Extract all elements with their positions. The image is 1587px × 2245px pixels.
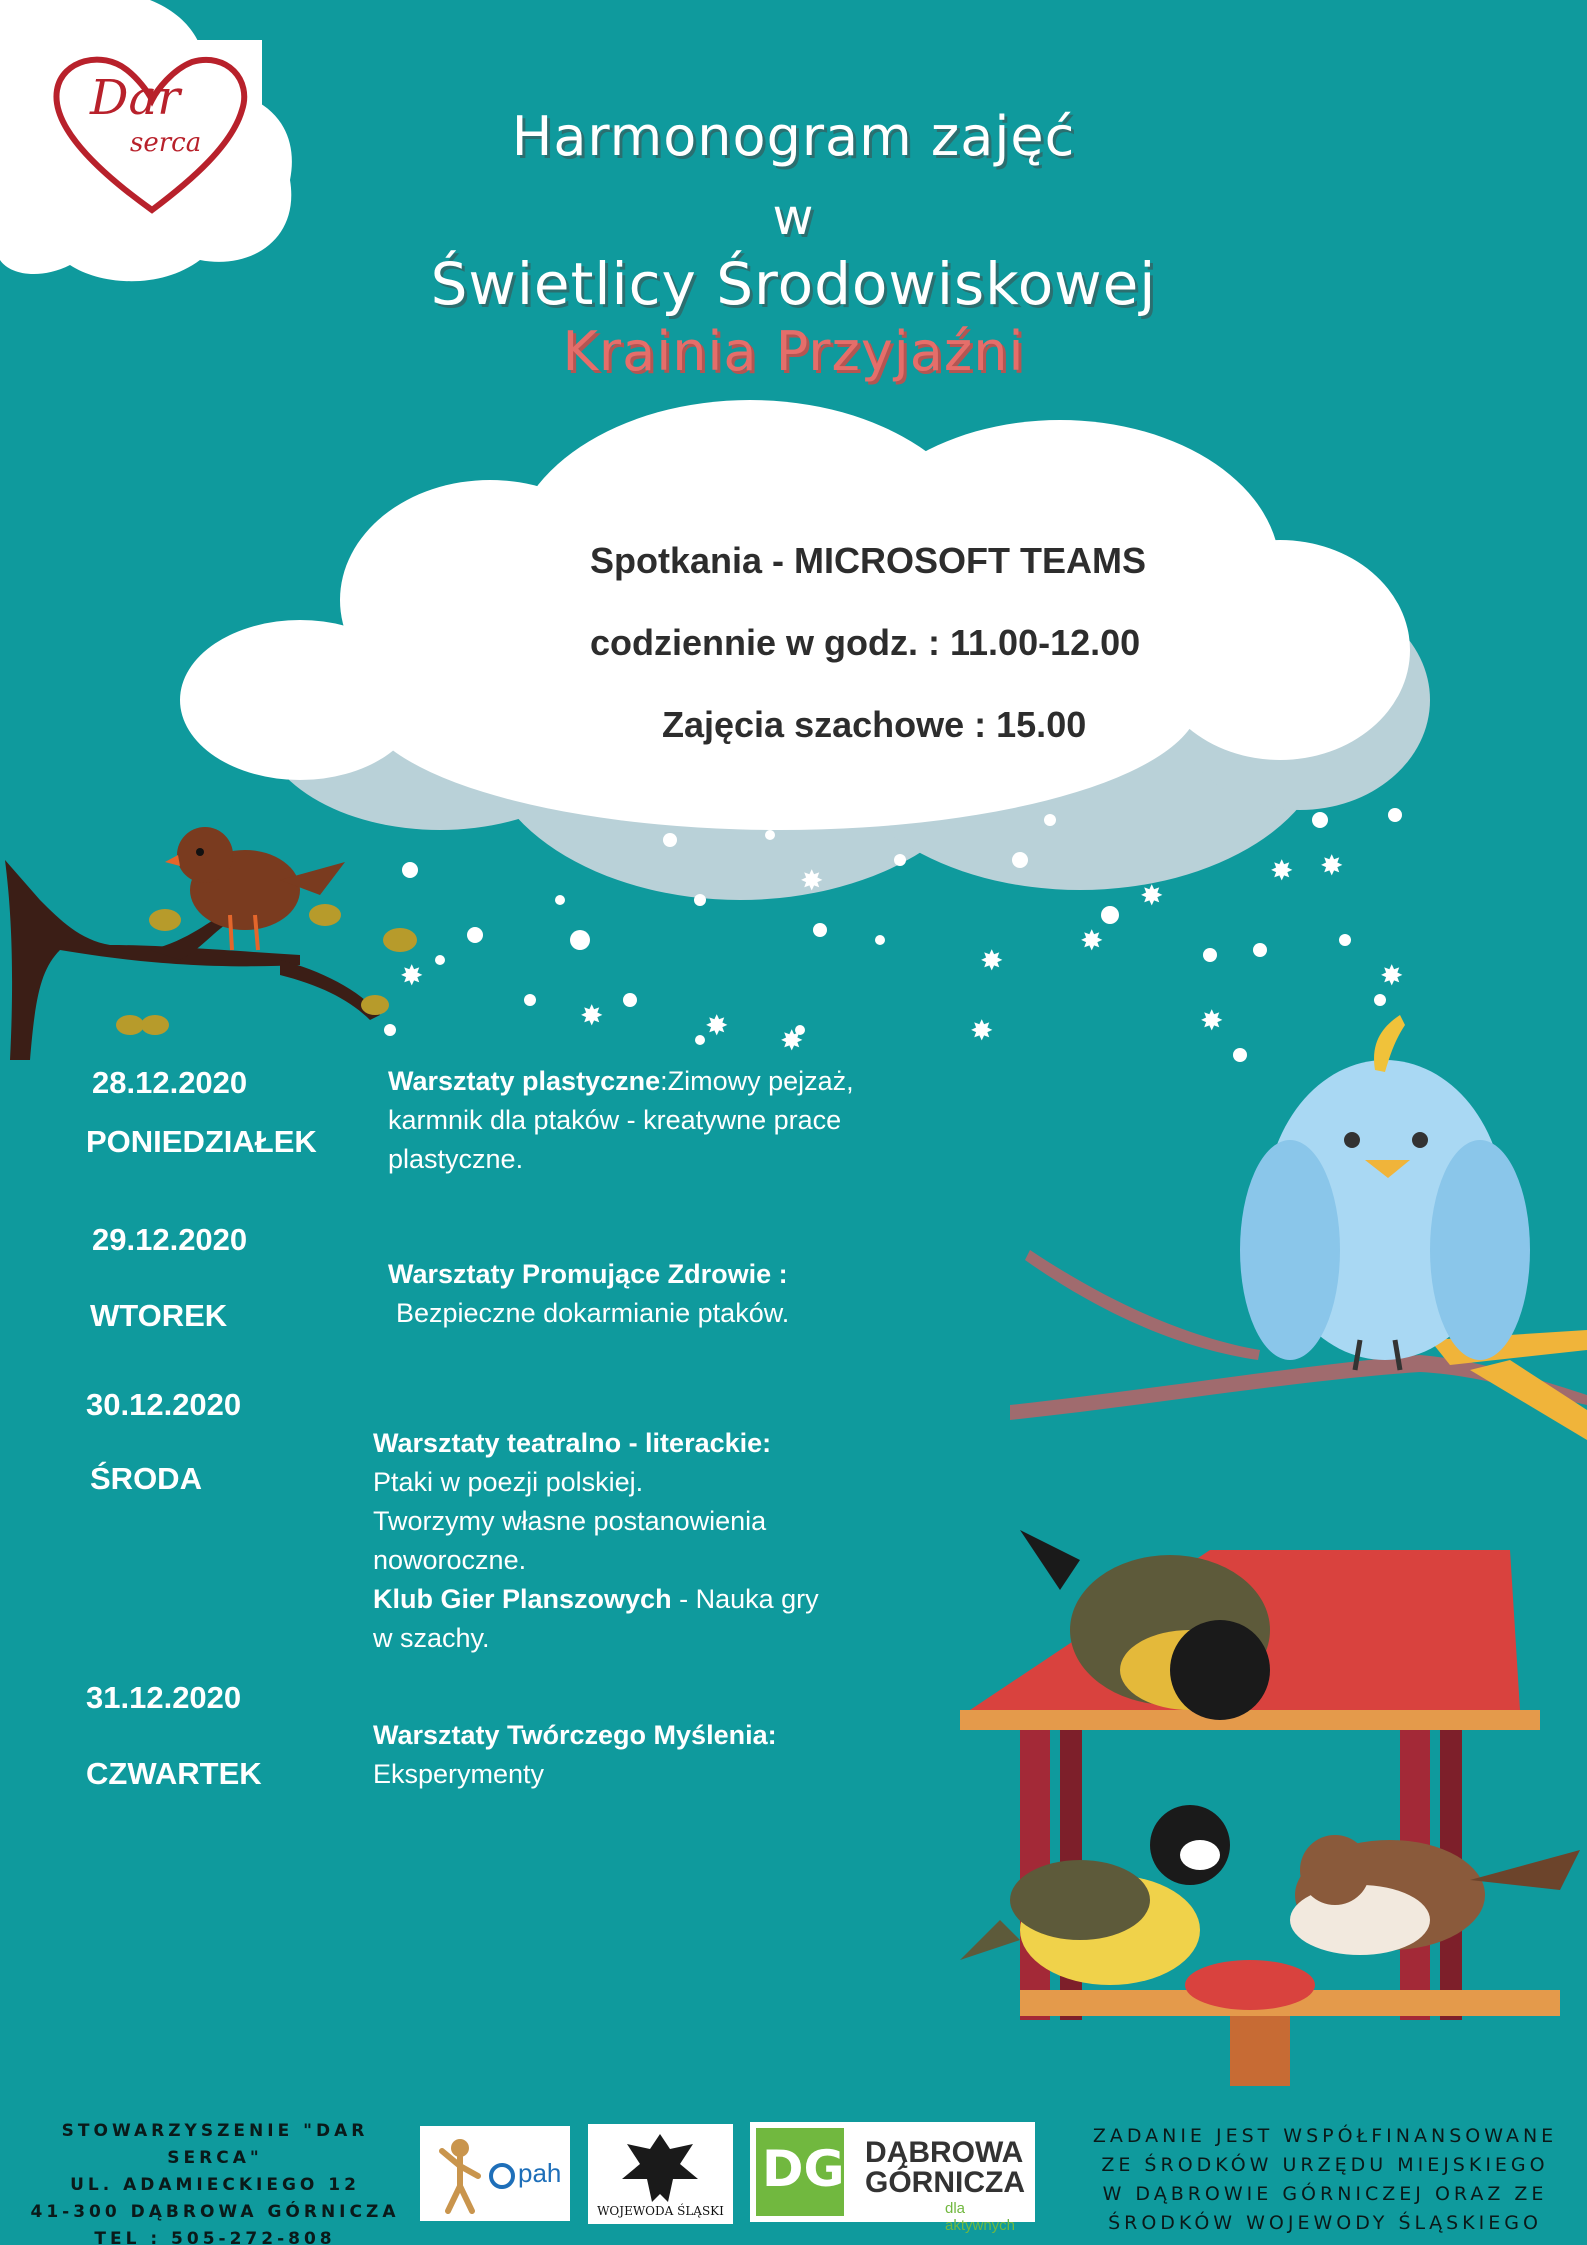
schedule-date-2: 29.12.2020 bbox=[92, 1222, 248, 1257]
title-line-4: Krainia Przyjaźni bbox=[562, 320, 1025, 383]
schedule-text-3b: Tworzymy własne postanowienia noworoczne. bbox=[373, 1506, 767, 1575]
schedule-text-3c: - Nauka gry w szachy. bbox=[373, 1584, 819, 1653]
pah-logo bbox=[420, 2126, 570, 2221]
dabrowa-gornicza-logo bbox=[750, 2122, 1035, 2234]
svg-text:✸: ✸ bbox=[1380, 959, 1404, 992]
svg-text:✸: ✸ bbox=[970, 1014, 994, 1047]
pah-logo-text: pah bbox=[518, 2158, 562, 2188]
schedule-title-4: Warsztaty Twórczego Myślenia: bbox=[373, 1720, 777, 1750]
org-street: UL. ADAMIECKIEGO 12 bbox=[70, 2175, 360, 2195]
dg-logo-initials: DG bbox=[762, 2140, 845, 2198]
svg-text:✸: ✸ bbox=[980, 944, 1004, 977]
schedule-date-4: 31.12.2020 bbox=[86, 1680, 242, 1715]
schedule-day-3: ŚRODA bbox=[90, 1461, 202, 1496]
svg-text:✸: ✸ bbox=[705, 1009, 729, 1042]
cloud-line-2: codziennie w godz. : 11.00-12.00 bbox=[590, 622, 1141, 663]
org-phone: TEL : 505-272-808 bbox=[94, 2229, 336, 2245]
org-name: STOWARZYSZENIE "DAR SERCA" bbox=[61, 2121, 369, 2168]
schedule-title-1: Warsztaty plastyczne bbox=[388, 1066, 661, 1096]
dg-logo-line2: GÓRNICZA bbox=[865, 2166, 1025, 2199]
svg-text:✸: ✸ bbox=[1140, 879, 1164, 912]
svg-text:✸: ✸ bbox=[800, 864, 824, 897]
schedule-text-1: :Zimowy pejzaż, karmnik dla ptaków - kreatywne prace plastyczne. bbox=[388, 1066, 854, 1174]
wojewoda-slaski-logo bbox=[588, 2124, 733, 2224]
funding-line-2: ZE ŚRODKÓW URZĘDU MIEJSKIEGO bbox=[1101, 2154, 1549, 2176]
schedule-date-1: 28.12.2020 bbox=[92, 1065, 248, 1100]
bird-feeder bbox=[960, 1520, 1580, 2090]
schedule-desc-1 bbox=[388, 1062, 888, 1179]
svg-text:✸: ✸ bbox=[1080, 924, 1104, 957]
funding-line-3: W DĄBROWIE GÓRNICZEJ ORAZ ZE bbox=[1102, 2183, 1548, 2205]
wojewoda-logo-text: WOJEWODA ŚLĄSKI bbox=[597, 2204, 724, 2218]
title-line-2: w bbox=[772, 188, 815, 246]
schedule-title-3: Warsztaty teatralno - literackie: bbox=[373, 1428, 772, 1458]
schedule-desc-4 bbox=[373, 1716, 833, 1794]
funding-line-1: ZADANIE JEST WSPÓŁFINANSOWANE bbox=[1092, 2125, 1558, 2147]
svg-text:✸: ✸ bbox=[580, 999, 604, 1032]
schedule-text-3: Ptaki w poezji polskiej. bbox=[373, 1467, 644, 1497]
schedule-title-3b: Klub Gier Planszowych bbox=[373, 1584, 672, 1614]
blue-bird-on-branch bbox=[1000, 1010, 1587, 1450]
funding-line-4: ŚRODKÓW WOJEWODY ŚLĄSKIEGO bbox=[1108, 2212, 1542, 2234]
logo-text-serca: serca bbox=[130, 128, 202, 158]
cloud-line-1: Spotkania - MICROSOFT TEAMS bbox=[590, 540, 1147, 581]
org-city: 41-300 DĄBROWA GÓRNICZA bbox=[30, 2202, 400, 2222]
dg-logo-line1: DĄBROWA bbox=[865, 2136, 1024, 2169]
schedule-desc-3 bbox=[373, 1424, 833, 1658]
title-line-3: Świetlicy Środowiskowej bbox=[430, 250, 1157, 318]
schedule-desc-2 bbox=[388, 1255, 908, 1333]
svg-text:✸: ✸ bbox=[1320, 849, 1344, 882]
schedule-day-4: CZWARTEK bbox=[86, 1756, 262, 1791]
schedule-day-2: WTOREK bbox=[90, 1298, 228, 1333]
schedule-day-1: PONIEDZIAŁEK bbox=[86, 1124, 317, 1159]
svg-text:✸: ✸ bbox=[780, 1024, 804, 1057]
funding-note bbox=[1065, 2122, 1585, 2238]
organization-address bbox=[20, 2118, 410, 2245]
svg-text:✸: ✸ bbox=[400, 959, 424, 992]
schedule-title-2: Warsztaty Promujące Zdrowie : bbox=[388, 1259, 788, 1289]
branch-with-brown-bird bbox=[0, 800, 450, 1080]
svg-text:✸: ✸ bbox=[1270, 854, 1294, 887]
svg-text:✸: ✸ bbox=[1200, 1004, 1224, 1037]
cloud-line-3: Zajęcia szachowe : 15.00 bbox=[662, 704, 1087, 745]
title-line-1: Harmonogram zajęć bbox=[511, 105, 1076, 168]
schedule-text-2: Bezpieczne dokarmianie ptaków. bbox=[396, 1298, 790, 1328]
schedule-date-3: 30.12.2020 bbox=[86, 1387, 242, 1422]
logo-text-dar: Dar bbox=[90, 70, 181, 126]
schedule-text-4: Eksperymenty bbox=[373, 1759, 545, 1789]
dg-logo-tagline: dla aktywnych bbox=[945, 2200, 1016, 2234]
